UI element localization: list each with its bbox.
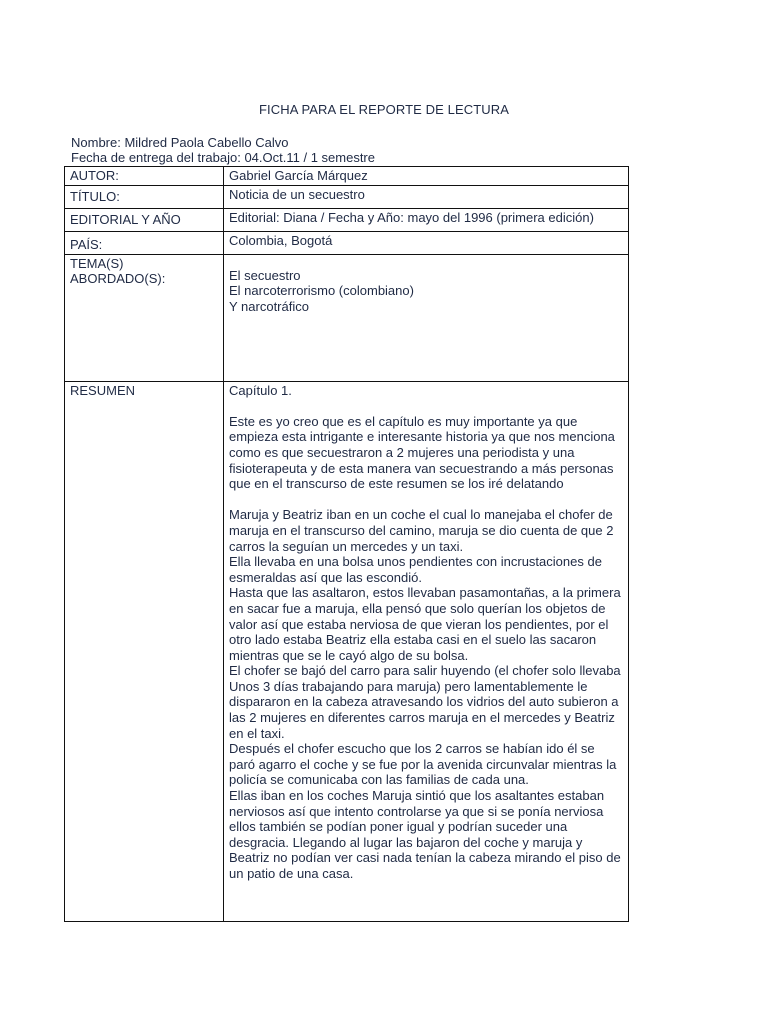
autor-value: Gabriel García Márquez <box>224 167 629 186</box>
resumen-chapter: Capítulo 1. <box>229 382 292 398</box>
resumen-value <box>224 381 629 921</box>
tema-item: El secuestro <box>229 267 301 283</box>
tema-label-line1: TEMA(S) <box>70 255 124 271</box>
resumen-paragraph: Este es yo creo que es el capítulo es muy importante ya que empieza esta intrigante e interesante historia ya que nos menciona como es que secuestraron a 2 mujeres una periodista y una fisioterapeuta y de esta manera van secuestrando a más personas que en el transcurso de este resumen se los iré delatando <box>229 413 615 492</box>
resumen-paragraph: Maruja y Beatriz iban en un coche el cual lo manejaba el chofer de maruja en el transcurso del camino, maruja se dio cuenta de que 2 carros la seguían un mercedes y un taxi. <box>229 507 614 554</box>
tema-item: Y narcotráfico <box>229 298 309 314</box>
tema-item: El narcoterrorismo (colombiano) <box>229 283 414 299</box>
resumen-paragraph: Ella llevaba en una bolsa unos pendientes con incrustaciones de esmeraldas así que las escondió. <box>229 554 602 585</box>
tema-value <box>224 254 629 381</box>
resumen-paragraph: Ellas iban en los coches Maruja sintió que los asaltantes estaban nerviosos así que intento controlarse ya que si se ponía nerviosa ellos también se podían poner igual y podrían suceder una desgracia. Llegando al lugar las bajaron del coche y maruja y Beatriz no podían ver casi nada tenían la cabeza mirando el piso de un patio de una casa. <box>229 788 621 881</box>
row-pais <box>65 231 629 254</box>
row-titulo <box>65 185 629 208</box>
titulo-value: Noticia de un secuestro <box>224 185 629 208</box>
row-resumen <box>65 381 629 921</box>
autor-label: AUTOR: <box>65 167 224 186</box>
tema-label-line2: ABORDADO(S): <box>70 271 166 287</box>
resumen-paragraph: Hasta que las asaltaron, estos llevaban pasamontañas, a la primera en sacar fue a maruja, ella pensó que solo querían los objetos de valor así que estaba nerviosa de que vieran los pendientes, por el otro lado estaba Beatriz ella estaba casi en el suelo las sacaron mientras que se le cayó algo de su bolsa. <box>229 585 621 663</box>
titulo-label-text: TÍTULO: <box>70 188 120 204</box>
pais-label <box>65 231 224 254</box>
document-title: FICHA PARA EL REPORTE DE LECTURA <box>258 102 510 117</box>
titulo-label <box>65 185 224 208</box>
pais-value: Colombia, Bogotá <box>224 231 629 254</box>
pais-label-text: PAÍS: <box>70 236 103 252</box>
editorial-label-text: EDITORIAL Y AÑO <box>70 211 181 227</box>
tema-list <box>229 268 623 315</box>
blank-line <box>229 492 623 508</box>
editorial-value: Editorial: Diana / Fecha y Año: mayo del 1996 (primera edición) <box>224 208 629 231</box>
reading-report-table <box>64 166 629 922</box>
resumen-paragraph: El chofer se bajó del carro para salir huyendo (el chofer solo llevaba Unos 3 días trabajando para maruja) pero lamentablemente le dispararon en la cabeza atravesando los vidrios del auto subieron a las 2 mujeres en diferentes carros maruja en el mercedes y Beatriz en el taxi. <box>229 663 621 741</box>
blank-line <box>229 398 623 414</box>
student-name: Nombre: Mildred Paola Cabello Calvo <box>71 135 289 150</box>
row-tema <box>65 254 629 381</box>
delivery-date: Fecha de entrega del trabajo: 04.Oct.11 / 1 semestre <box>71 150 375 165</box>
row-autor <box>65 167 629 186</box>
resumen-label: RESUMEN <box>65 381 224 921</box>
editorial-label <box>65 208 224 231</box>
row-editorial <box>65 208 629 231</box>
resumen-paragraph: Después el chofer escucho que los 2 carros se habían ido él se paró agarro el coche y se fue por la avenida circunvalar mientras la policía se comunicaba con las familias de cada una. <box>229 741 617 788</box>
tema-label <box>65 254 224 381</box>
